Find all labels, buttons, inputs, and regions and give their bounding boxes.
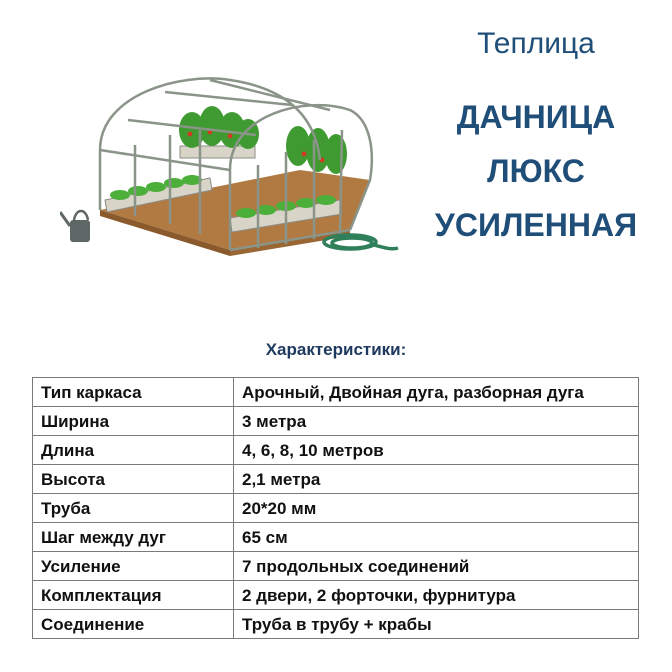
product-name-line-2: ЛЮКС bbox=[487, 153, 585, 189]
spec-value: Труба в трубу + крабы bbox=[234, 610, 639, 639]
spec-param: Усиление bbox=[33, 552, 234, 581]
table-row bbox=[33, 552, 639, 581]
spec-value: 65 см bbox=[234, 523, 639, 552]
spec-value: 2 двери, 2 форточки, фурнитура bbox=[234, 581, 639, 610]
tomato-plants bbox=[179, 106, 347, 174]
table-row bbox=[33, 581, 639, 610]
spec-param: Труба bbox=[33, 494, 234, 523]
product-name-line-1: ДАЧНИЦА bbox=[456, 99, 616, 135]
spec-param: Тип каркаса bbox=[33, 378, 234, 407]
spec-param: Шаг между дуг bbox=[33, 523, 234, 552]
spec-param: Высота bbox=[33, 465, 234, 494]
title-block bbox=[400, 18, 672, 252]
spec-value: 7 продольных соединений bbox=[234, 552, 639, 581]
table-row bbox=[33, 407, 639, 436]
table-row bbox=[33, 378, 639, 407]
table-row bbox=[33, 465, 639, 494]
product-type: Теплица bbox=[477, 27, 595, 60]
table-row bbox=[33, 610, 639, 639]
specs-heading: Характеристики: bbox=[265, 340, 407, 359]
product-name-line-3: УСИЛЕННАЯ bbox=[434, 207, 638, 243]
spec-value: 20*20 мм bbox=[234, 494, 639, 523]
spec-value: Арочный, Двойная дуга, разборная дуга bbox=[234, 378, 639, 407]
greenhouse-illustration bbox=[60, 50, 410, 265]
table-row bbox=[33, 436, 639, 465]
spec-value: 2,1 метра bbox=[234, 465, 639, 494]
table-row bbox=[33, 523, 639, 552]
spec-param: Комплектация bbox=[33, 581, 234, 610]
table-row bbox=[33, 494, 639, 523]
watering-can-icon bbox=[60, 211, 90, 242]
spec-param: Длина bbox=[33, 436, 234, 465]
garden-hose-icon bbox=[324, 235, 398, 249]
spec-param: Соединение bbox=[33, 610, 234, 639]
spec-param: Ширина bbox=[33, 407, 234, 436]
specs-table bbox=[32, 377, 639, 639]
spec-value: 4, 6, 8, 10 метров bbox=[234, 436, 639, 465]
spec-value: 3 метра bbox=[234, 407, 639, 436]
